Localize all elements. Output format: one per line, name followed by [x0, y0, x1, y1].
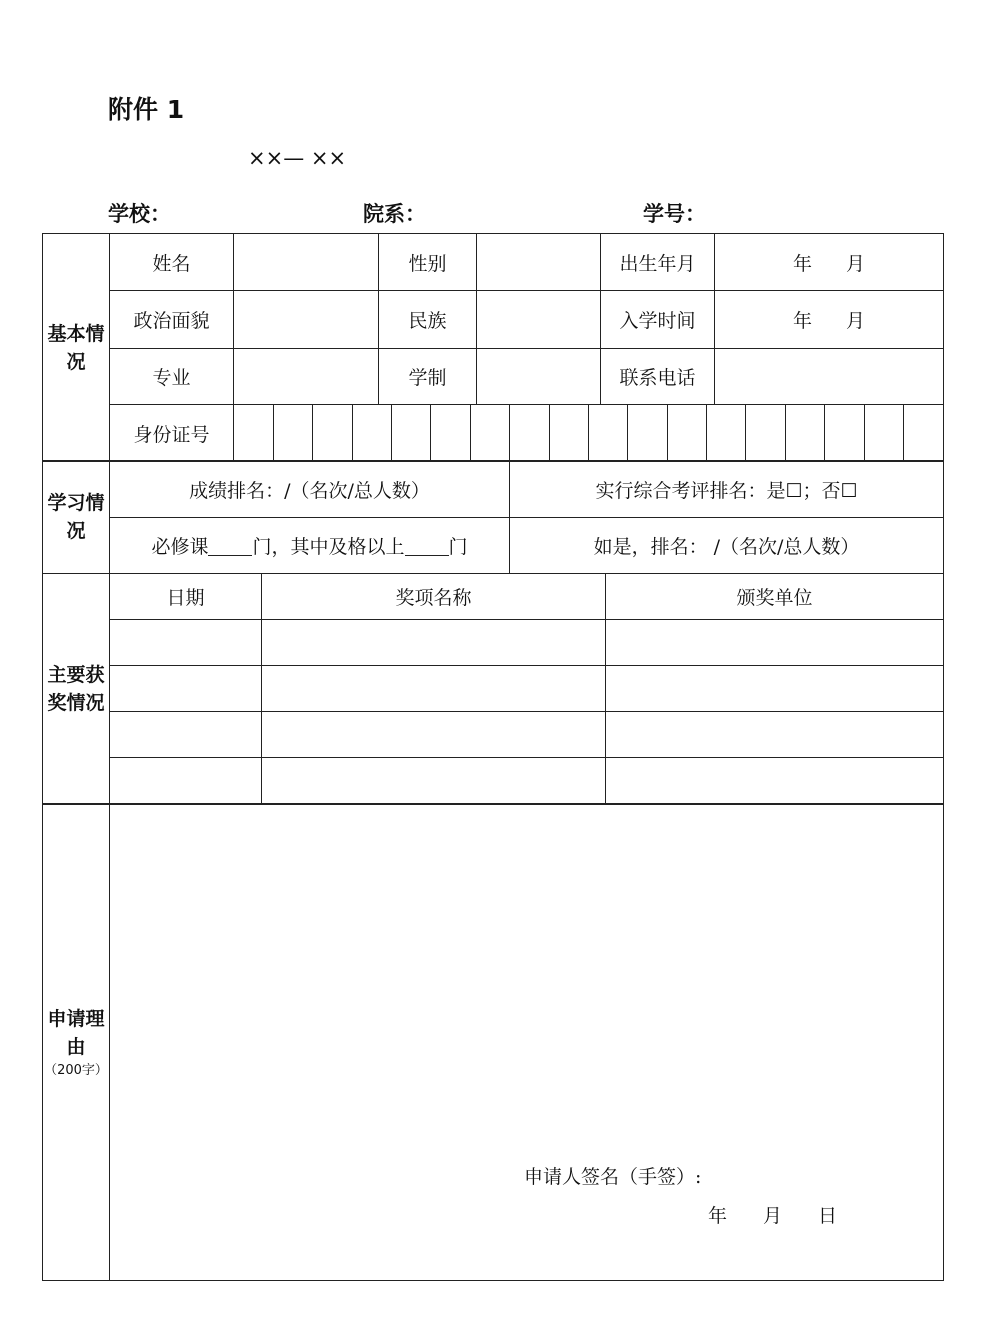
- id-digit-box[interactable]: [352, 405, 391, 461]
- reason-field[interactable]: [110, 805, 944, 1281]
- birth-year-unit: 年: [792, 252, 812, 275]
- id-digit-box[interactable]: [313, 405, 352, 461]
- sign-day-unit: 日: [818, 1205, 838, 1227]
- rank-label: 成绩排名：/（名次/总人数）: [110, 461, 510, 518]
- basic-section-label: 基本情况: [43, 234, 110, 462]
- awards-section-label: 主要获奖情况: [43, 574, 110, 804]
- political-label: 政治面貌: [110, 291, 234, 349]
- id-digit-box[interactable]: [667, 405, 706, 461]
- id-digit-box[interactable]: [470, 405, 509, 461]
- political-field[interactable]: [234, 291, 379, 349]
- reason-word-limit-note: （200字）: [44, 1063, 108, 1078]
- gender-field[interactable]: [477, 234, 601, 291]
- award-date-header: 日期: [110, 574, 262, 620]
- gender-label: 性别: [379, 234, 477, 291]
- ethnicity-label: 民族: [379, 291, 477, 349]
- if-yes-rank: 如是，排名： /（名次/总人数）: [510, 518, 944, 574]
- award-issuer-cell[interactable]: [606, 712, 944, 758]
- phone-label: 联系电话: [601, 349, 715, 405]
- basic-info-table: [42, 233, 944, 462]
- award-name-header: 奖项名称: [262, 574, 606, 620]
- birth-month-unit: 月: [846, 252, 866, 275]
- study-section-label: 学习情况: [43, 461, 110, 574]
- award-issuer-cell[interactable]: [606, 666, 944, 712]
- award-date-cell[interactable]: [110, 620, 262, 666]
- id-digit-box[interactable]: [273, 405, 312, 461]
- awards-table: [42, 573, 944, 804]
- name-label: 姓名: [110, 234, 234, 291]
- award-date-cell[interactable]: [110, 712, 262, 758]
- school-label: 学校：: [108, 202, 171, 226]
- passed-count-blank[interactable]: [405, 535, 449, 556]
- birth-field[interactable]: [715, 234, 944, 291]
- schooling-label: 学制: [379, 349, 477, 405]
- enroll-month-unit: 月: [846, 310, 866, 332]
- id-digit-box[interactable]: [549, 405, 588, 461]
- award-issuer-cell[interactable]: [606, 620, 944, 666]
- comprehensive-label: 实行综合考评排名：是☐；否☐: [510, 461, 944, 518]
- id-digit-box[interactable]: [510, 405, 549, 461]
- ethnicity-field[interactable]: [477, 291, 601, 349]
- id-digit-box[interactable]: [392, 405, 431, 461]
- study-table: [42, 460, 944, 574]
- id-digit-box[interactable]: [234, 405, 273, 461]
- reason-table: [42, 804, 944, 1281]
- required-courses: 必修课 门，其中及格以上 门: [110, 518, 510, 574]
- id-digit-box[interactable]: [864, 405, 903, 461]
- award-issuer-cell[interactable]: [606, 758, 944, 804]
- student-id-label: 学号：: [643, 202, 706, 226]
- name-field[interactable]: [234, 234, 379, 291]
- phone-field[interactable]: [715, 349, 944, 405]
- enroll-label: 入学时间: [601, 291, 715, 349]
- schooling-field[interactable]: [477, 349, 601, 405]
- birth-label: 出生年月: [601, 234, 715, 291]
- attachment-label: 附件 1: [108, 95, 185, 124]
- required-count-blank[interactable]: [208, 535, 252, 556]
- id-card-boxes: [234, 405, 944, 462]
- major-field[interactable]: [234, 349, 379, 405]
- major-label: 专业: [110, 349, 234, 405]
- award-issuer-header: 颁奖单位: [606, 574, 944, 620]
- id-digit-box[interactable]: [825, 405, 864, 461]
- id-digit-box[interactable]: [628, 405, 667, 461]
- id-digit-box[interactable]: [746, 405, 785, 461]
- enroll-field[interactable]: [715, 291, 944, 349]
- award-name-cell[interactable]: [262, 620, 606, 666]
- signature-label: 申请人签名（手签）:: [524, 1166, 702, 1188]
- enroll-year-unit: 年: [792, 310, 812, 332]
- signature-date: [708, 1201, 837, 1228]
- award-date-cell[interactable]: [110, 666, 262, 712]
- sign-year-unit: 年: [708, 1205, 728, 1227]
- id-digit-box[interactable]: [903, 405, 943, 461]
- id-digit-box[interactable]: [588, 405, 627, 461]
- academic-year-range: ××— ××: [248, 146, 347, 170]
- id-digit-box[interactable]: [431, 405, 470, 461]
- id-digit-box[interactable]: [707, 405, 746, 461]
- department-label: 院系：: [363, 202, 426, 226]
- id-digit-box[interactable]: [785, 405, 824, 461]
- id-card-label: 身份证号: [110, 405, 234, 462]
- award-date-cell[interactable]: [110, 758, 262, 804]
- reason-section-label: 申请理由 （200字）: [43, 805, 110, 1281]
- sign-month-unit: 月: [763, 1205, 783, 1227]
- award-name-cell[interactable]: [262, 758, 606, 804]
- award-name-cell[interactable]: [262, 712, 606, 758]
- award-name-cell[interactable]: [262, 666, 606, 712]
